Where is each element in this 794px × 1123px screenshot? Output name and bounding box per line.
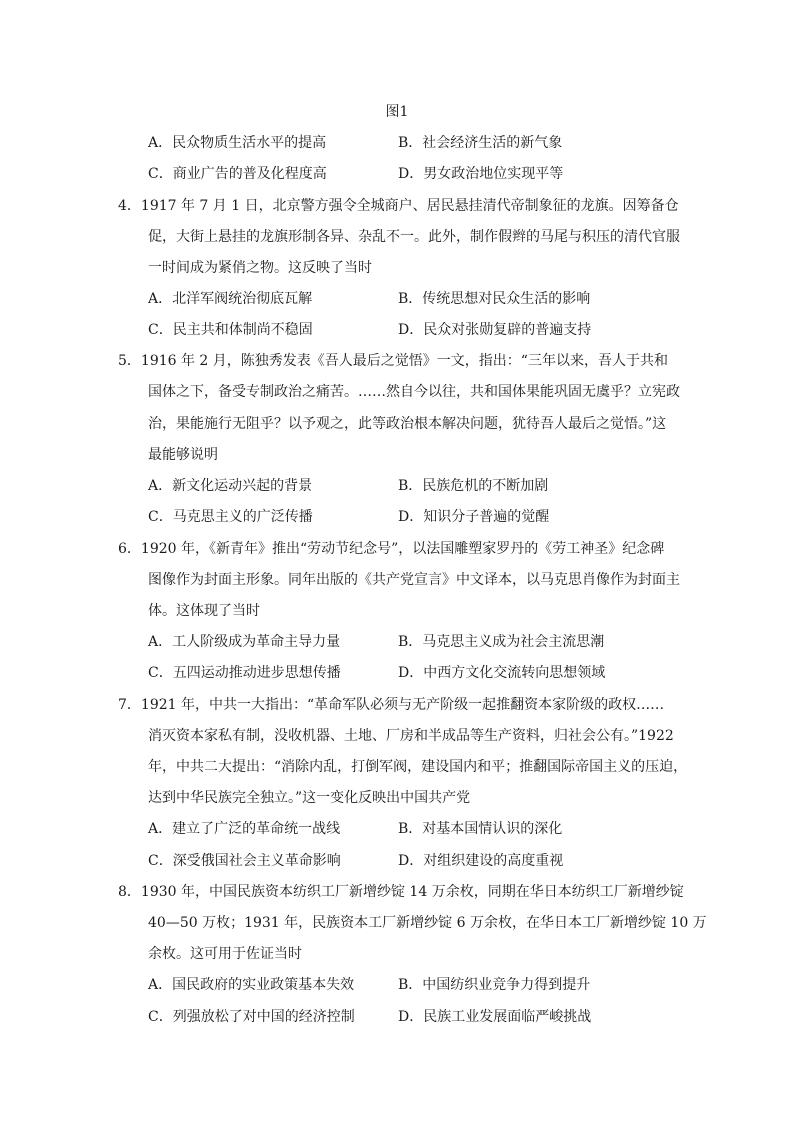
q4-stem-line-2: 促，大街上悬挂的龙旗形制各异、杂乱不一。此外，制作假辫的马尾与积压的清代官服	[148, 229, 680, 245]
q7-options-row-1	[148, 818, 708, 840]
q8-option-d[interactable]: D．民族工业发展面临严峻挑战	[398, 1009, 592, 1025]
q5-stem-line-1: 5．1916 年 2 月，陈独秀发表《吾人最后之觉悟》一文，指出：“三年以来，吾人于共和	[118, 353, 668, 369]
q5-options-row-2	[148, 506, 708, 528]
q3-options-row-1	[148, 132, 708, 154]
q5-option-d[interactable]: D．知识分子普遍的觉醒	[398, 509, 550, 525]
q4-option-a[interactable]: A．北洋军阀统治彻底瓦解	[148, 291, 313, 307]
figure-caption: 图1	[385, 104, 409, 120]
q7-stem-line-1: 7．1921 年，中共一大指出：“革命军队必须与无产阶级一起推翻资本家阶级的政权……	[118, 697, 665, 713]
q4-stem-line-3: 一时间成为紧俏之物。这反映了当时	[148, 260, 372, 276]
q6-option-c[interactable]: C．五四运动推动进步思想传播	[148, 665, 341, 681]
q7-option-a[interactable]: A．建立了广泛的革命统一战线	[148, 821, 341, 837]
q4-option-b[interactable]: B．传统思想对民众生活的影响	[398, 291, 591, 307]
q7-stem-line-3: 年，中共二大提出：“消除内乱，打倒军阀，建设国内和平；推翻国际帝国主义的压迫，	[148, 759, 688, 775]
q4-options-row-2	[148, 319, 708, 341]
q8-options-row-2	[148, 1006, 708, 1028]
q7-stem-line-2: 消灭资本家私有制，没收机器、土地、厂房和半成品等生产资料，归社会公有。”1922	[148, 728, 674, 744]
q6-stem-line-1: 6．1920 年，《新青年》推出“劳动节纪念号”，以法国雕塑家罗丹的《劳工神圣》纪念碑	[118, 541, 665, 557]
q6-stem-line-3: 体。这体现了当时	[148, 603, 260, 619]
q3-options-row-2	[148, 163, 708, 185]
q6-option-b[interactable]: B．马克思主义成为社会主流思潮	[398, 634, 605, 650]
q5-stem-line-3: 治，果能施行无阻乎？以予观之，此等政治根本解决问题，犹待吾人最后之觉悟。”这	[148, 416, 667, 432]
q6-options-row-2	[148, 662, 708, 684]
q7-option-d[interactable]: D．对组织建设的高度重视	[398, 853, 564, 869]
q6-option-a[interactable]: A．工人阶级成为革命主导力量	[148, 634, 341, 650]
q8-options-row-1	[148, 974, 708, 996]
q5-stem-line-2: 国体之下，备受专制政治之痛苦。……然自今以往，共和国体果能巩固无虞乎？立宪政	[148, 384, 680, 400]
q8-stem-line-3: 余枚。这可用于佐证当时	[148, 946, 302, 962]
q4-stem-line-1: 4．1917 年 7 月 1 日，北京警方强令全城商户、居民悬挂清代帝制象征的龙旗。因筹备仓	[118, 198, 679, 214]
q4-option-c[interactable]: C．民主共和体制尚不稳固	[148, 322, 313, 338]
q6-option-d[interactable]: D．中西方文化交流转向思想领域	[398, 665, 606, 681]
q8-option-b[interactable]: B．中国纺织业竞争力得到提升	[398, 977, 591, 993]
q6-stem-line-2: 图像作为封面主形象。同年出版的《共产党宣言》中文译本，以马克思肖像作为封面主	[148, 572, 680, 588]
q5-stem-line-4: 最能够说明	[148, 447, 218, 463]
q5-options-row-1	[148, 475, 708, 497]
q7-option-c[interactable]: C．深受俄国社会主义革命影响	[148, 853, 341, 869]
q4-options-row-1	[148, 288, 708, 310]
q3-option-a[interactable]: A．民众物质生活水平的提高	[148, 135, 327, 151]
q8-option-a[interactable]: A．国民政府的实业政策基本失效	[148, 977, 355, 993]
q6-options-row-1	[148, 631, 708, 653]
q3-option-b[interactable]: B．社会经济生活的新气象	[398, 135, 563, 151]
q4-option-d[interactable]: D．民众对张勋复辟的普遍支持	[398, 322, 592, 338]
q7-options-row-2	[148, 850, 708, 872]
q5-option-c[interactable]: C．马克思主义的广泛传播	[148, 509, 313, 525]
q7-option-b[interactable]: B．对基本国情认识的深化	[398, 821, 563, 837]
q7-stem-line-4: 达到中华民族完全独立。”这一变化反映出中国共产党	[148, 790, 471, 806]
q8-stem-line-1: 8．1930 年，中国民族资本纺织工厂新增纱锭 14 万余枚，同期在华日本纺织工厂新增纱锭	[118, 884, 684, 900]
q3-option-d[interactable]: D．男女政治地位实现平等	[398, 166, 564, 182]
q5-option-a[interactable]: A．新文化运动兴起的背景	[148, 478, 313, 494]
q3-option-c[interactable]: C．商业广告的普及化程度高	[148, 166, 327, 182]
q5-option-b[interactable]: B．民族危机的不断加剧	[398, 478, 549, 494]
q8-stem-line-2: 40—50 万枚；1931 年，民族资本工厂新增纱锭 6 万余枚，在华日本工厂新增纱锭 10 万	[148, 915, 707, 931]
q8-option-c[interactable]: C．列强放松了对中国的经济控制	[148, 1009, 355, 1025]
